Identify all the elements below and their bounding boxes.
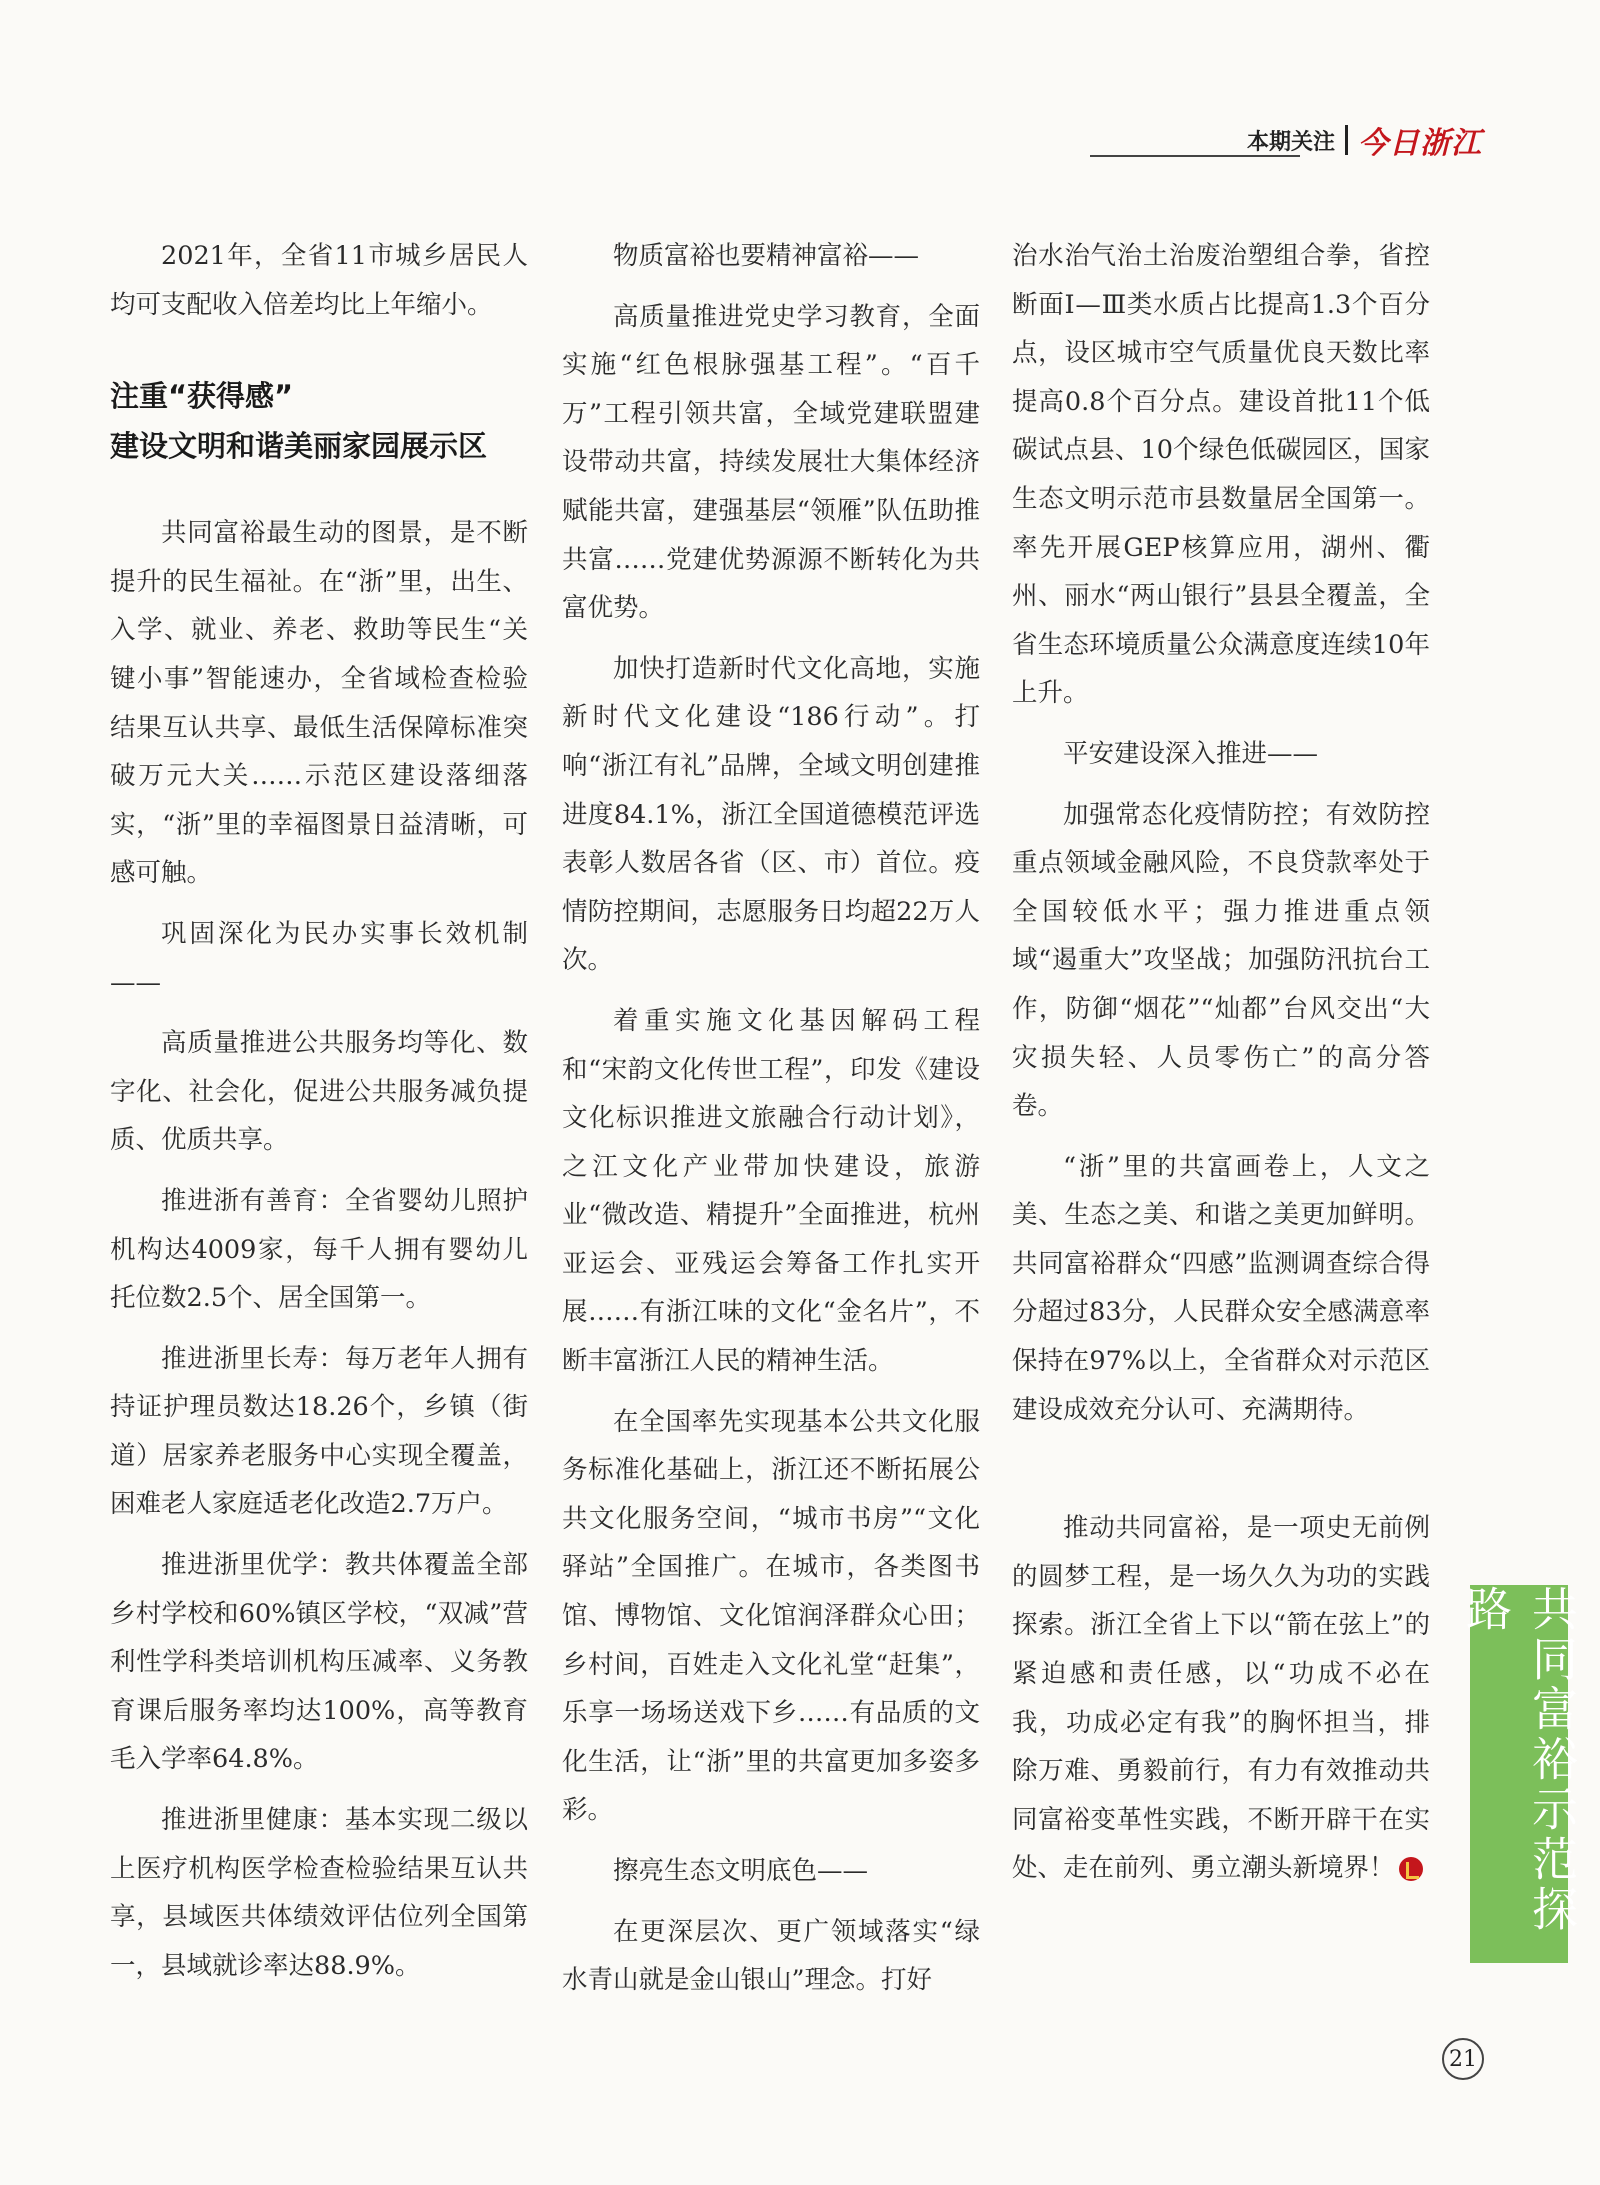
paragraph: 推进浙里健康：基本实现二级以上医疗机构医学检查检验结果互认共享，县域医共体绩效评估位列全国第一，县域就诊率达88.9%。 xyxy=(110,1805,528,1981)
heading-line-2: 建设文明和谐美丽家园展示区 xyxy=(110,429,488,464)
page-number: 21 xyxy=(1442,2038,1484,2080)
paragraph: 推进浙里长寿：每万老年人拥有持证护理员数达18.26个，乡镇（街道）居家养老服务中心实现全覆盖，困难老人家庭适老化改造2.7万户。 xyxy=(110,1343,528,1520)
closing-paragraph xyxy=(1012,1504,1430,1893)
magazine-logo: 今日浙江 xyxy=(1358,126,1482,161)
text-column-3 xyxy=(1012,232,1430,1905)
heading-line-1: 注重“获得感” xyxy=(110,379,294,414)
header-rule xyxy=(1090,155,1300,157)
paragraph: 巩固深化为民办实事长效机制—— xyxy=(110,918,528,998)
subheading: 平安建设深入推进—— xyxy=(1063,738,1319,769)
subheading: 物质富裕也要精神富裕—— xyxy=(613,241,920,271)
subheading: 擦亮生态文明底色—— xyxy=(613,1856,869,1886)
paragraph: 高质量推进公共服务均等化、数字化、社会化，促进公共服务减负提质、优质共享。 xyxy=(110,1028,528,1156)
paragraph: 着重实施文化基因解码工程和“宋韵文化传世工程”，印发《建设文化标识推进文旅融合行动计划》，之江文化产业带加快建设，旅游业“微改造、精提升”全面推进，杭州亚运会、亚残运会筹备工作扎实开展……有浙江味的文化“金名片”，不断丰富浙江人民的精神生活。 xyxy=(562,1005,980,1377)
section-heading xyxy=(110,371,528,471)
paragraph: 推进浙有善育：全省婴幼儿照护机构达4009家，每千人拥有婴幼儿托位数2.5个、居全国第一。 xyxy=(110,1185,528,1314)
paragraph: 在更深层次、更广领域落实“绿水青山就是金山银山”理念。打好 xyxy=(562,1916,980,1996)
header-divider xyxy=(1345,125,1348,155)
paragraph: 高质量推进党史学习教育，全面实施“红色根脉强基工程”。“百千万”工程引领共富，全域党建联盟建设带动共富，持续发展壮大集体经济赋能共富，建强基层“领雁”队伍助推共富……党建优势源源不断转化为共富优势。 xyxy=(562,301,980,624)
spacer xyxy=(1012,1446,1430,1504)
text-column-2 xyxy=(562,232,980,2017)
paragraph: 共同富裕最生动的图景，是不断提升的民生福祉。在“浙”里，出生、入学、就业、养老、救助等民生“关键小事”智能速办，全省域检查检验结果互认共享、最低生活保障标准突破万元大关……示范区建设落细落实，“浙”里的幸福图景日益清晰，可感可触。 xyxy=(110,518,528,889)
side-tab: 共同富裕示范探路 xyxy=(1470,1585,1568,1963)
paragraph: “浙”里的共富画卷上，人文之美、生态之美、和谐之美更加鲜明。共同富裕群众“四感”监测调查综合得分超过83分，人民群众安全感满意率保持在97%以上，全省群众对示范区建设成效充分认可、充满期待。 xyxy=(1012,1151,1430,1425)
section-label: 本期关注 xyxy=(1246,129,1335,155)
paragraph: 在全国率先实现基本公共文化服务标准化基础上，浙江还不断拓展公共文化服务空间，“城市书房”“文化驿站”全国推广。在城市，各类图书馆、博物馆、文化馆润泽群众心田；乡村间，百姓走入文化礼堂“赶集”，乐享一场场送戏下乡……有品质的文化生活，让“浙”里的共富更加多姿多彩。 xyxy=(562,1406,980,1826)
paragraph: 治水治气治土治废治塑组合拳，省控断面Ⅰ—Ⅲ类水质占比提高1.3个百分点，设区城市空气质量优良天数比率提高0.8个百分点。建设首批11个低碳试点县、10个绿色低碳园区，国家生态文明示范市县数量居全国第一。率先开展GEP核算应用，湖州、衢州、丽水“两山银行”县县全覆盖，全省生态环境质量公众满意度连续10年上升。 xyxy=(1012,241,1430,709)
paragraph: 推进浙里优学：教共体覆盖全部乡村学校和60%镇区学校，“双减”营利性学科类培训机构压减率、义务教育课后服务率均达100%，高等教育毛入学率64.8%。 xyxy=(110,1550,528,1775)
end-mark-icon xyxy=(1399,1857,1423,1881)
closing-text: 推动共同富裕，是一项史无前例的圆梦工程，是一场久久为功的实践探索。浙江全省上下以“箭在弦上”的紧迫感和责任感，以“功成不必在我，功成必定有我”的胸怀担当，排除万难、勇毅前行，有力有效推动共同富裕变革性实践，不断开辟干在实处、走在前列、勇立潮头新境界！ xyxy=(1012,1513,1430,1884)
paragraph: 加快打造新时代文化高地，实施新时代文化建设“186行动”。打响“浙江有礼”品牌，全域文明创建推进度84.1%，浙江全国道德模范评选表彰人数居各省（区、市）首位。疫情防控期间，志愿服务日均超22万人次。 xyxy=(562,653,980,976)
paragraph: 加强常态化疫情防控；有效防控重点领域金融风险，不良贷款率处于全国较低水平；强力推进重点领域“遏重大”攻坚战；加强防汛抗台工作，防御“烟花”“灿都”台风交出“大灾损失轻、人员零伤亡”的高分答卷。 xyxy=(1012,799,1430,1122)
paragraph: 2021年，全省11市城乡居民人均可支配收入倍差均比上年缩小。 xyxy=(110,241,528,320)
text-column-1 xyxy=(110,232,528,2002)
